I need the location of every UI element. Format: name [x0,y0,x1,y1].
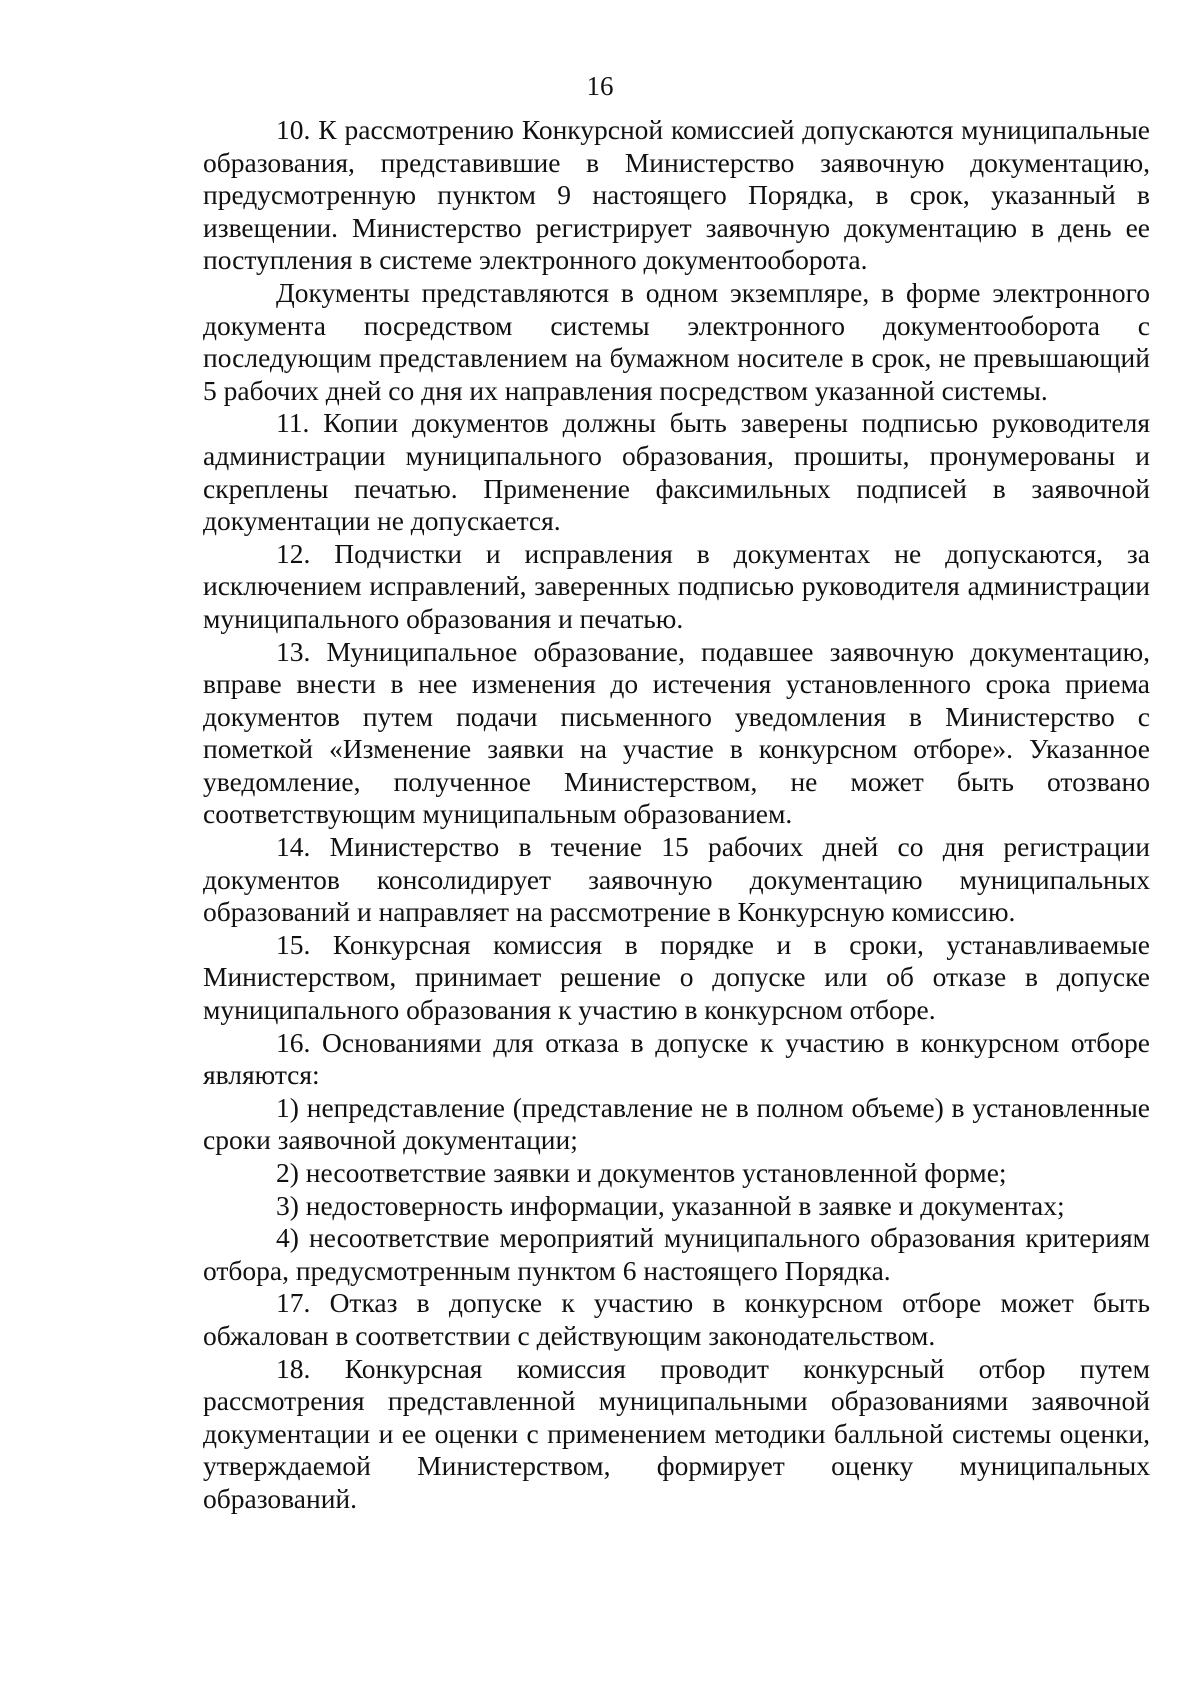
paragraph-10: 10. К рассмотрению Конкурсной комиссией допускаются муниципальные образования, представившие в Министерство заявочную документацию, предусмотренную пунктом 9 настоящего Порядка, в срок, указанный в извещении. Министерство регистрирует заявочную документацию в день ее поступления в системе электронного документооборота. [203,114,1150,276]
paragraph-11: 11. Копии документов должны быть заверены подписью руководителя администрации муниципального образования, прошиты, пронумерованы и скреплены печатью. Применение факсимильных подписей в заявочной документации не допускается. [203,407,1150,537]
list-item-2: 2) несоответствие заявки и документов установленной форме; [276,1157,1007,1188]
paragraph-documents: Документы представляются в одном экземпляре, в форме электронного документа посредством системы электронного документооборота с последующим представлением на бумажном носителе в срок, не превышающий 5 рабочих дней со дня их направления посредством указанной системы. [203,276,1150,406]
paragraph-12: 12. Подчистки и исправления в документах не допускаются, за исключением исправлений, заверенных подписью руководителя администрации муниципального образования и печатью. [203,537,1150,634]
paragraph-17: 17. Отказ в допуске к участию в конкурсном отборе может быть обжалован в соответствии с действующим законодательством. [203,1287,1150,1351]
list-item-4: 4) несоответствие мероприятий муниципального образования критериям отбора, предусмотренным пунктом 6 настоящего Порядка. [203,1222,1150,1286]
page-number: 16 [586,71,614,101]
document-body [203,114,1150,1516]
list-item-1: 1) непредставление (представление не в полном объеме) в установленные сроки заявочной документации; [203,1091,1150,1156]
paragraph-15: 15. Конкурсная комиссия в порядке и в сроки, устанавливаемые Министерством, принимает решение о допуске или об отказе в допуске муниципального образования к участию в конкурсном отборе. [203,928,1150,1026]
paragraph-13: 13. Муниципальное образование, подавшее заявочную документацию, вправе внести в нее изменения до истечения установленного срока приема документов путем подачи письменного уведомления в Министерство с пометкой «Изменение заявки на участие в конкурсном отборе». Указанное уведомление, полученное Министерством, не может быть отозвано соответствующим муниципальным образованием. [203,635,1150,830]
paragraph-16: 16. Основаниями для отказа в допуске к участию в конкурсном отборе являются: [203,1026,1150,1091]
list-item-3: 3) недостоверность информации, указанной в заявке и документах; [276,1189,1065,1221]
paragraph-14: 14. Министерство в течение 15 рабочих дней со дня регистрации документов консолидирует заявочную документацию муниципальных образований и направляет на рассмотрение в Конкурсную комиссию. [203,831,1150,928]
paragraph-18: 18. Конкурсная комиссия проводит конкурсный отбор путем рассмотрения представленной муниципальными образованиями заявочной документации и ее оценки с применением методики балльной системы оценки, утверждаемой Министерством, формирует оценку муниципальных образований. [203,1352,1150,1514]
